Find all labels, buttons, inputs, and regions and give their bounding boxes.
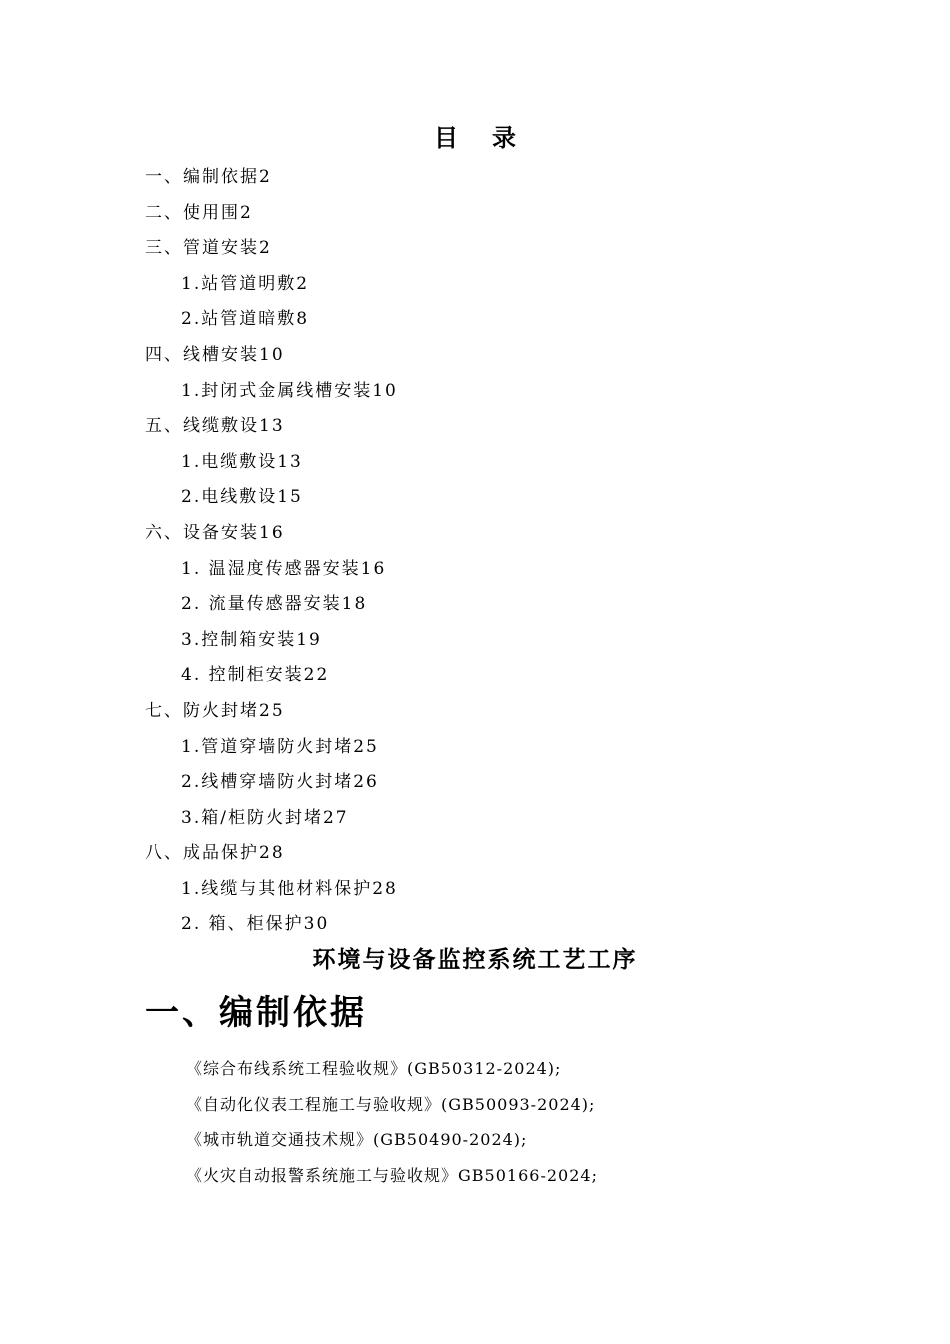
toc-entry-chapter: 三、管道安装2	[145, 238, 272, 259]
toc-entry-subsection: 1. 温湿度传感器安装16	[181, 558, 387, 579]
toc-entry-subsection: 2.站管道暗敷8	[181, 309, 310, 330]
toc-entry-subsection: 2. 流量传感器安装18	[181, 594, 368, 615]
toc-entry-subsection: 4. 控制柜安装22	[181, 665, 330, 686]
toc-entry-subsection: 1.电缆敷设13	[181, 451, 303, 472]
toc-entry-subsection: 1.站管道明敷2	[181, 273, 310, 294]
toc-entry-chapter: 一、编制依据2	[145, 167, 272, 187]
reference-item: 《自动化仪表工程施工与验收规》(GB50093-2024);	[186, 1094, 596, 1114]
reference-item: 《综合布线系统工程验收规》(GB50312-2024);	[186, 1059, 562, 1078]
toc-entry-chapter: 四、线槽安装10	[145, 344, 285, 365]
toc-entry-subsection: 2.电线敷设15	[181, 487, 303, 508]
table-of-contents	[145, 160, 845, 943]
toc-entry-chapter: 六、设备安装16	[145, 522, 285, 543]
toc-entry-subsection: 1.封闭式金属线槽安装10	[181, 380, 398, 401]
reference-item: 《城市轨道交通技术规》(GB50490-2024);	[186, 1130, 528, 1150]
reference-list	[186, 1051, 886, 1193]
toc-entry-subsection: 2. 箱、柜保护30	[181, 914, 330, 935]
toc-entry-chapter: 五、线缆敷设13	[145, 416, 285, 437]
toc-entry-subsection: 3.箱/柜防火封堵27	[181, 807, 349, 828]
toc-entry-chapter: 七、防火封堵25	[145, 700, 285, 721]
toc-entry-chapter: 八、成品保护28	[145, 843, 285, 864]
toc-entry-subsection: 3.控制箱安装19	[181, 629, 322, 650]
toc-entry-subsection: 1.管道穿墙防火封堵25	[181, 736, 379, 757]
document-title: 环境与设备监控系统工艺工序	[312, 946, 638, 973]
reference-item: 《火灾自动报警系统施工与验收规》GB50166-2024;	[186, 1165, 598, 1185]
toc-entry-subsection: 2.线槽穿墙防火封堵26	[181, 772, 379, 793]
toc-title: 目录	[434, 123, 550, 152]
toc-entry-subsection: 1.线缆与其他材料保护28	[181, 878, 398, 899]
section-heading: 一、编制依据	[145, 993, 367, 1033]
toc-entry-chapter: 二、使用围2	[145, 202, 253, 223]
